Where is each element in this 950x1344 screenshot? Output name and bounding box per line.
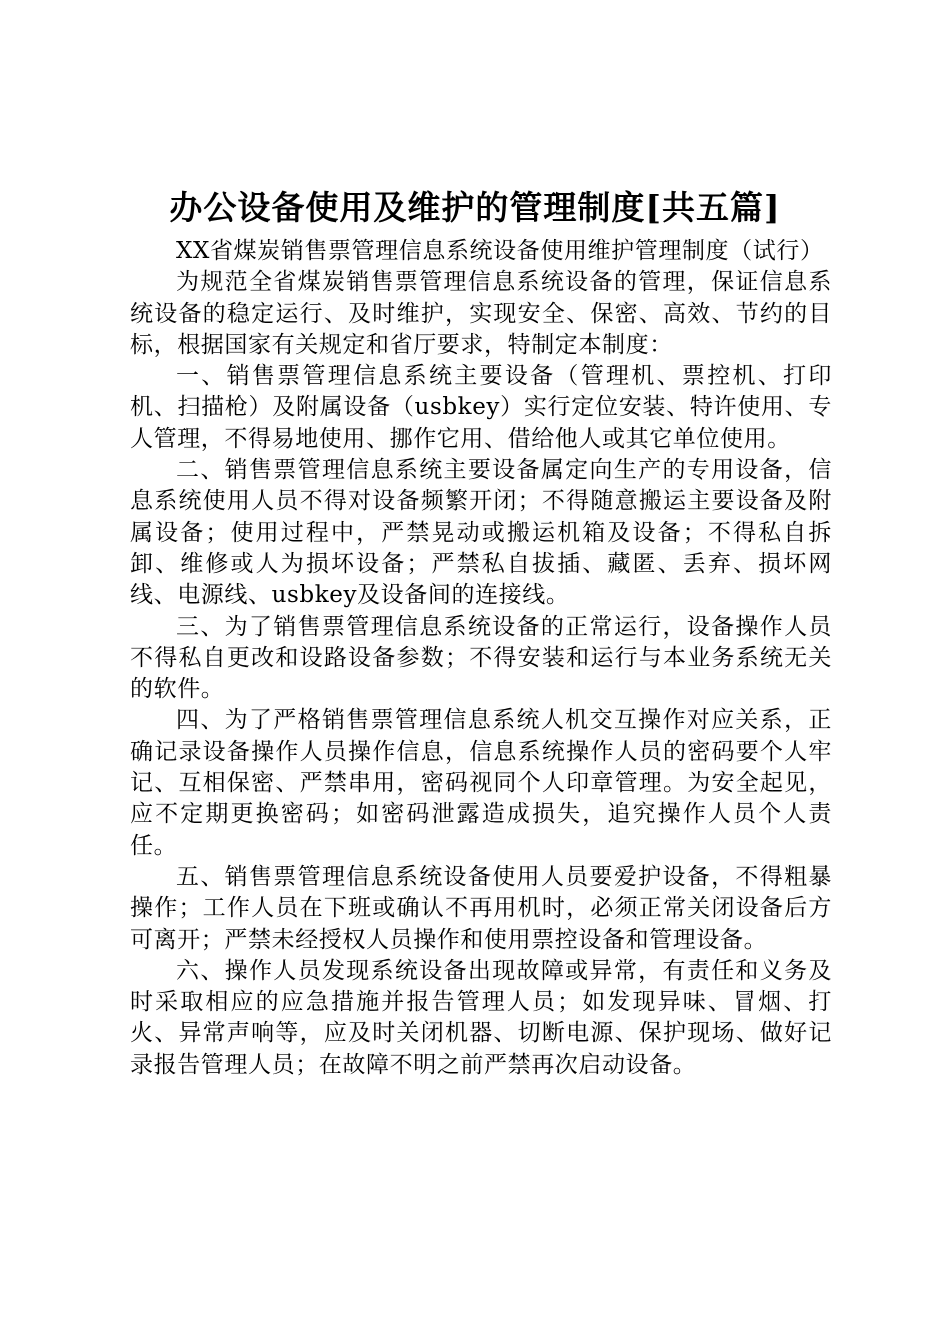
subtitle-paragraph: XX省煤炭销售票管理信息系统设备使用维护管理制度（试行） bbox=[176, 238, 824, 264]
document-body bbox=[130, 236, 832, 1081]
rule-paragraph-2: 二、销售票管理信息系统主要设备属定向生产的专用设备，信息系统使用人员不得对设备频繁开闭；不得随意搬运主要设备及附属设备；使用过程中，严禁晃动或搬运机箱及设备；不得私自拆卸、维修或人为损坏设备；严禁私自拔插、藏匿、丢弃、损坏网线、电源线、usbkey及设备间的连接线。 bbox=[130, 457, 832, 609]
rule-paragraph-6: 六、操作人员发现系统设备出现故障或异常，有责任和义务及时采取相应的应急措施并报告管理人员；如发现异味、冒烟、打火、异常声响等，应及时关闭机器、切断电源、保护现场、做好记录报告管理人员；在故障不明之前严禁再次启动设备。 bbox=[130, 957, 832, 1078]
intro-paragraph: 为规范全省煤炭销售票管理信息系统设备的管理，保证信息系统设备的稳定运行、及时维护，实现安全、保密、高效、节约的目标，根据国家有关规定和省厅要求，特制定本制度： bbox=[130, 269, 832, 358]
rule-paragraph-4: 四、为了严格销售票管理信息系统人机交互操作对应关系，正确记录设备操作人员操作信息，信息系统操作人员的密码要个人牢记、互相保密、严禁串用，密码视同个人印章管理。为安全起见，应不定期更换密码；如密码泄露造成损失，追究操作人员个人责任。 bbox=[130, 707, 832, 859]
rule-paragraph-3: 三、为了销售票管理信息系统设备的正常运行，设备操作人员不得私自更改和设路设备参数；不得安装和运行与本业务系统无关的软件。 bbox=[130, 613, 832, 703]
rule-paragraph-5: 五、销售票管理信息系统设备使用人员要爱护设备，不得粗暴操作；工作人员在下班或确认不再用机时，必须正常关闭设备后方可离开；严禁未经授权人员操作和使用票控设备和管理设备。 bbox=[130, 863, 832, 953]
document-title: 办公设备使用及维护的管理制度[共五篇] bbox=[169, 188, 781, 227]
rule-paragraph-1: 一、销售票管理信息系统主要设备（管理机、票控机、打印机、扫描枪）及附属设备（usbkey）实行定位安装、特许使用、专人管理，不得易地使用、挪作它用、借给他人或其它单位使用。 bbox=[130, 363, 832, 452]
